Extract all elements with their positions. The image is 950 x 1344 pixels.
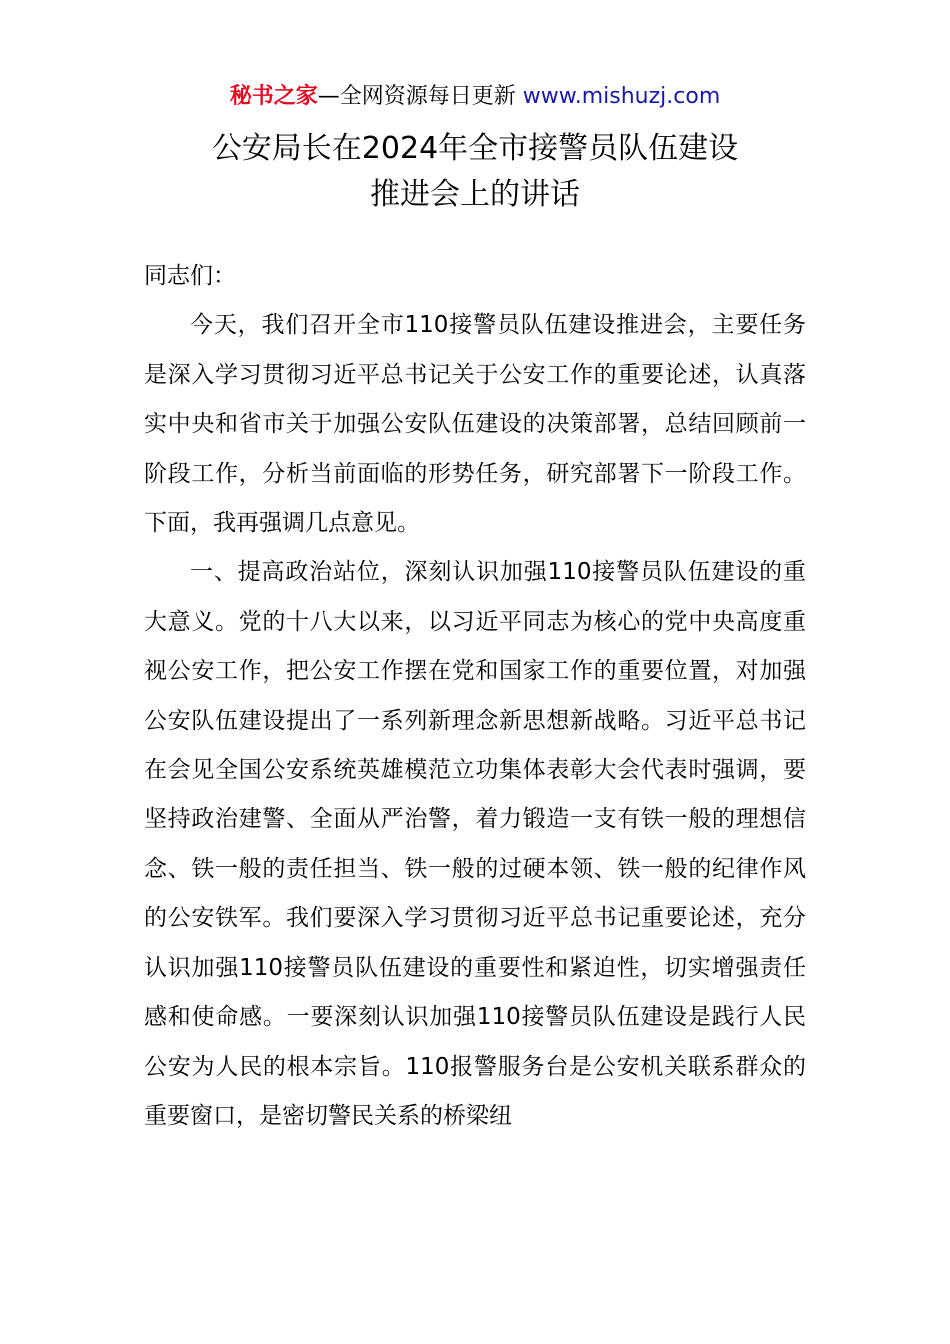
title-line-1: 公安局长在2024年全市接警员队伍建设 (211, 131, 739, 166)
site-header (0, 80, 950, 114)
site-url-link[interactable]: www.mishuzj.com (522, 84, 721, 109)
paragraph-section-one: 一、提高政治站位，深刻认识加强110接警员队伍建设的重大意义。党的十八大以来，以习近平同志为核心的党中央高度重视公安工作，把公安工作摆在党和国家工作的重要位置，对加强公安队伍建设提出了一系列新理念新思想新战略。习近平总书记在会见全国公安系统英雄模范立功集体表彰大会代表时强调，要坚持政治建警、全面从严治警，着力锻造一支有铁一般的理想信念、铁一般的责任担当、铁一般的过硬本领、铁一般的纪律作风的公安铁军。我们要深入学习贯彻习近平总书记重要论述，充分认识加强110接警员队伍建设的重要性和紧迫性，切实增强责任感和使命感。一要深刻认识加强110接警员队伍建设是践行人民公安为人民的根本宗旨。110报警服务台是公安机关联系群众的重要窗口，是密切警民关系的桥梁纽 (144, 559, 806, 1129)
header-tagline: —全网资源每日更新 (317, 84, 523, 109)
document-title (60, 126, 890, 218)
paragraph-intro: 今天，我们召开全市110接警员队伍建设推进会，主要任务是深入学习贯彻习近平总书记关于公安工作的重要论述，认真落实中央和省市关于加强公安队伍建设的决策部署，总结回顾前一阶段工作，分析当前面临的形势任务，研究部署下一阶段工作。下面，我再强调几点意见。 (144, 312, 806, 537)
document-body (144, 252, 806, 1141)
salutation: 同志们： (144, 263, 236, 289)
brand-name: 秘书之家 (229, 84, 318, 109)
title-line-2: 推进会上的讲话 (370, 177, 580, 212)
